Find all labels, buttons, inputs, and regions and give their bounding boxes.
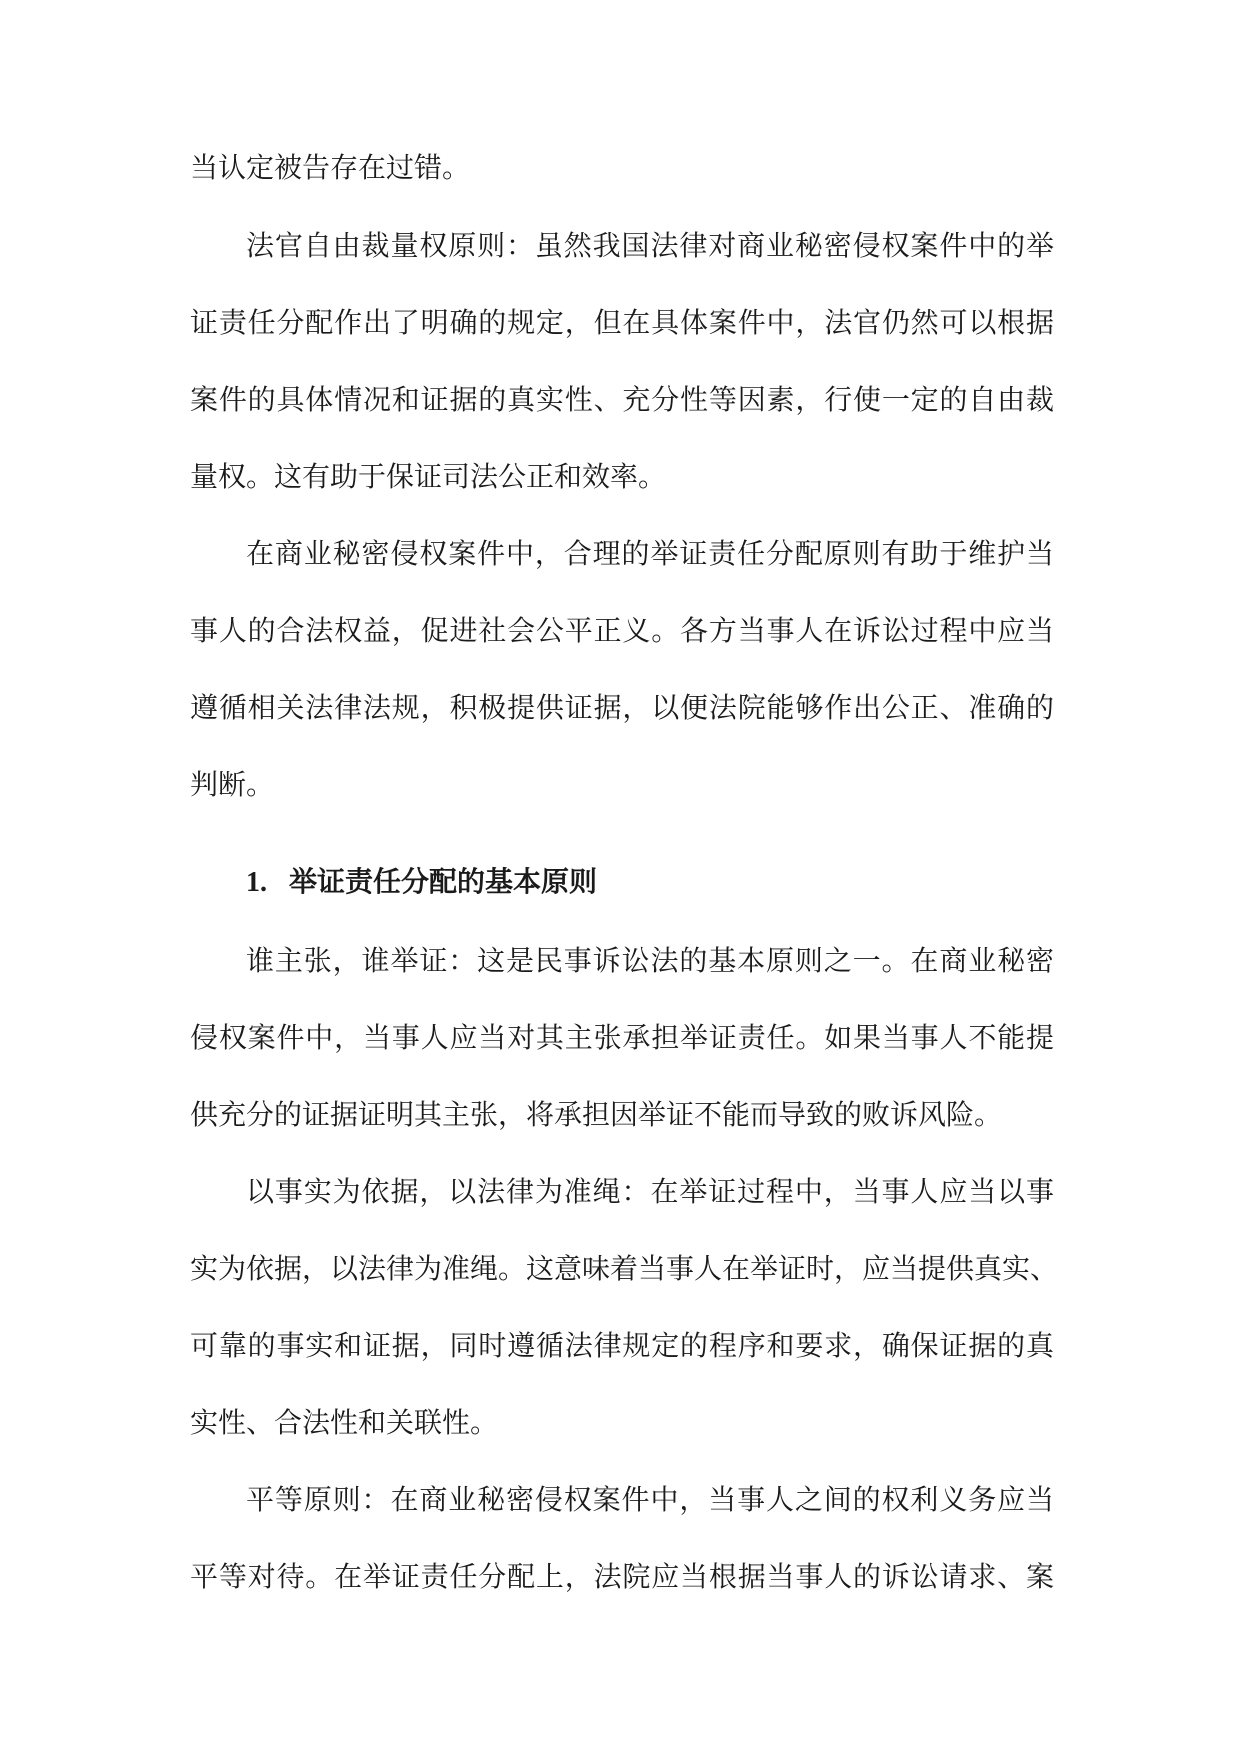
text-line: 量权。这有助于保证司法公正和效率。 bbox=[190, 460, 667, 493]
text-line: 供充分的证据证明其主张，将承担因举证不能而导致的败诉风险。 bbox=[190, 1098, 1003, 1131]
text-line: 谁主张，谁举证：这是民事诉讼法的基本原则之一。在商业秘密 bbox=[246, 944, 1054, 977]
text-line: 可靠的事实和证据，同时遵循法律规定的程序和要求，确保证据的真 bbox=[190, 1329, 1054, 1362]
text-line: 案件的具体情况和证据的真实性、充分性等因素，行使一定的自由裁 bbox=[190, 383, 1054, 416]
text-line: 当认定被告存在过错。 bbox=[190, 151, 471, 184]
section-heading bbox=[246, 862, 597, 902]
text-line: 遵循相关法律法规，积极提供证据，以便法院能够作出公正、准确的 bbox=[190, 691, 1054, 724]
text-line: 法官自由裁量权原则：虽然我国法律对商业秘密侵权案件中的举 bbox=[246, 229, 1054, 262]
section-number: 1. bbox=[246, 867, 267, 898]
text-line: 证责任分配作出了明确的规定，但在具体案件中，法官仍然可以根据 bbox=[190, 306, 1054, 339]
text-line: 实性、合法性和关联性。 bbox=[190, 1406, 499, 1439]
text-line: 侵权案件中，当事人应当对其主张承担举证责任。如果当事人不能提 bbox=[190, 1021, 1054, 1054]
text-line: 事人的合法权益，促进社会公平正义。各方当事人在诉讼过程中应当 bbox=[190, 614, 1054, 647]
text-line: 在商业秘密侵权案件中，合理的举证责任分配原则有助于维护当 bbox=[246, 537, 1054, 570]
text-line: 以事实为依据，以法律为准绳：在举证过程中，当事人应当以事 bbox=[246, 1175, 1054, 1208]
text-line: 平等对待。在举证责任分配上，法院应当根据当事人的诉讼请求、案 bbox=[190, 1560, 1054, 1593]
text-line: 平等原则：在商业秘密侵权案件中，当事人之间的权利义务应当 bbox=[246, 1483, 1054, 1516]
text-line: 判断。 bbox=[190, 768, 275, 801]
text-line: 实为依据，以法律为准绳。这意味着当事人在举证时，应当提供真实、 bbox=[190, 1252, 1059, 1285]
section-title: 举证责任分配的基本原则 bbox=[289, 865, 598, 898]
